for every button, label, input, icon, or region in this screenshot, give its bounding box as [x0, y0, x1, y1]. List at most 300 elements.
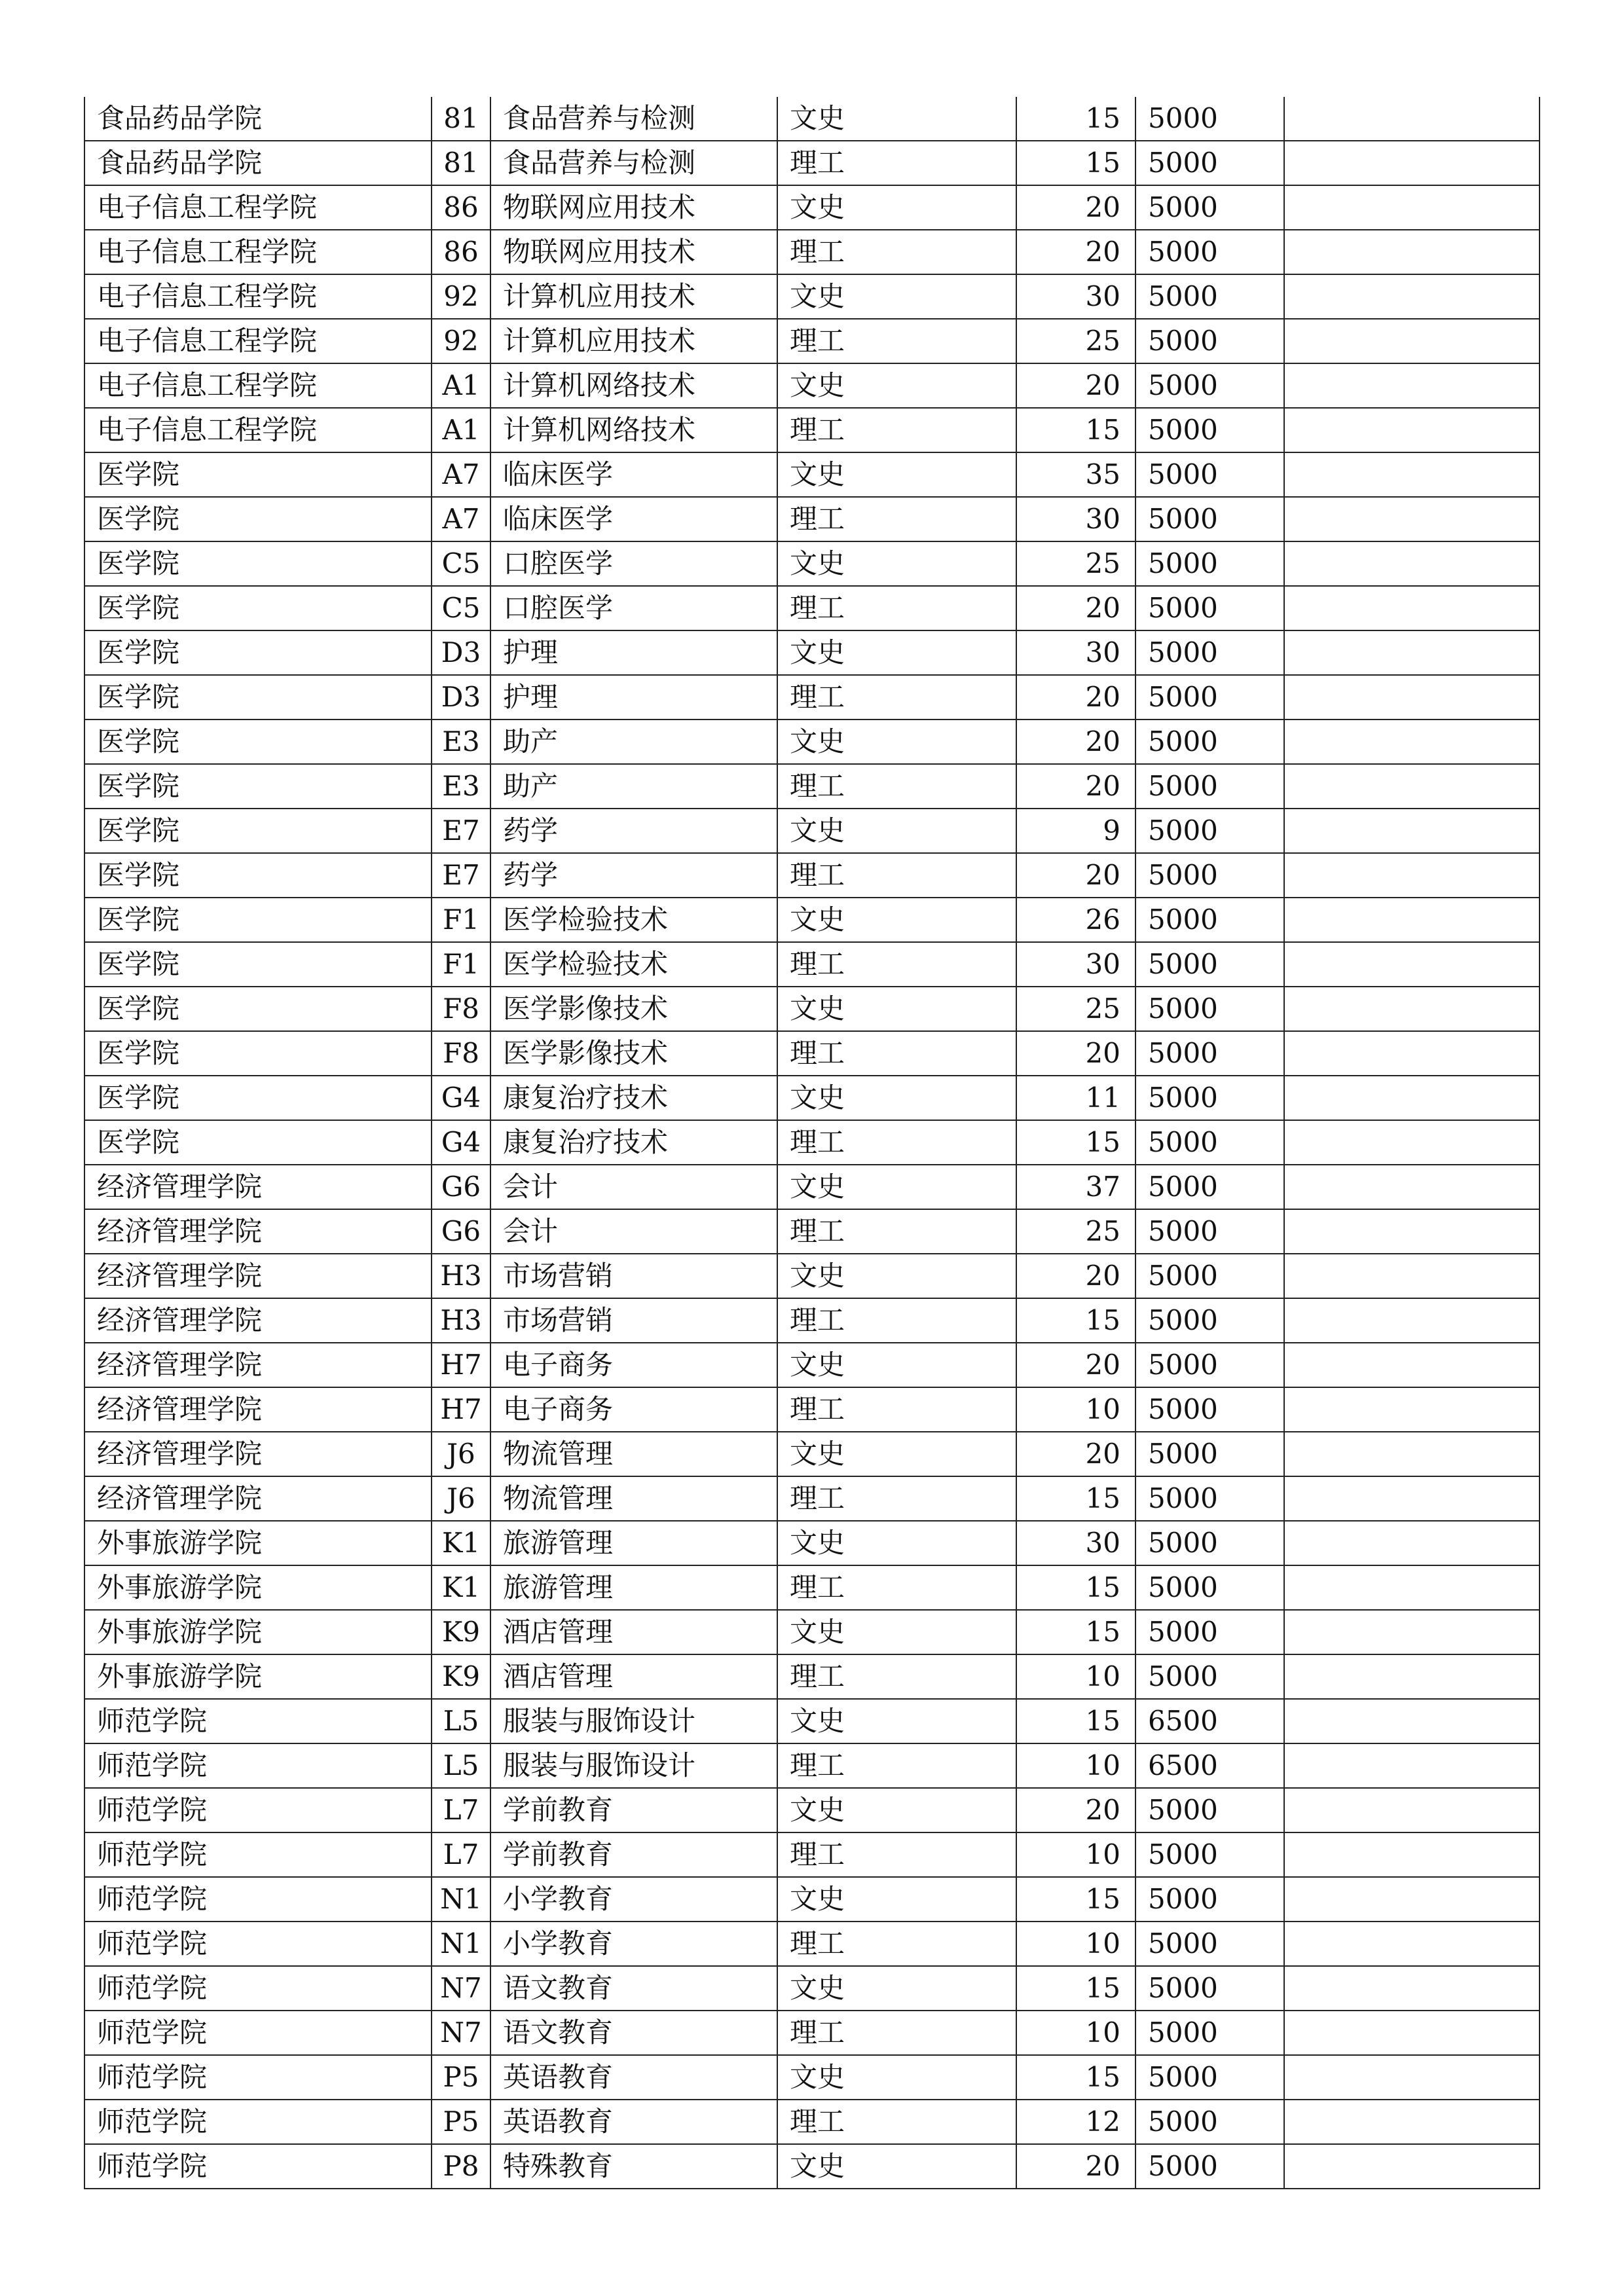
note-cell [1284, 675, 1540, 720]
note-cell [1284, 630, 1540, 675]
college-cell: 医学院 [84, 720, 432, 764]
major-code-cell: F1 [432, 942, 490, 987]
tuition-fee-cell: 5000 [1135, 987, 1284, 1031]
note-cell [1284, 2055, 1540, 2100]
major-name-cell: 医学检验技术 [490, 942, 777, 987]
table-row [84, 1699, 1540, 1743]
tuition-fee-cell: 5000 [1135, 1165, 1284, 1209]
major-code-cell: 81 [432, 141, 490, 185]
note-cell [1284, 1209, 1540, 1254]
major-name-cell: 临床医学 [490, 497, 777, 541]
enrollment-plan-table [84, 97, 1540, 2189]
note-cell [1284, 319, 1540, 363]
college-cell: 师范学院 [84, 1788, 432, 1832]
major-name-cell: 旅游管理 [490, 1521, 777, 1565]
tuition-fee-cell: 5000 [1135, 1076, 1284, 1120]
tuition-fee-cell: 5000 [1135, 1298, 1284, 1343]
college-cell: 师范学院 [84, 2055, 432, 2100]
tuition-fee-cell: 5000 [1135, 630, 1284, 675]
table-row [84, 452, 1540, 497]
major-name-cell: 酒店管理 [490, 1654, 777, 1699]
tuition-fee-cell: 5000 [1135, 408, 1284, 452]
category-cell: 理工 [777, 1387, 1016, 1432]
tuition-fee-cell: 5000 [1135, 141, 1284, 185]
tuition-fee-cell: 5000 [1135, 1387, 1284, 1432]
category-cell: 文史 [777, 2144, 1016, 2189]
college-cell: 师范学院 [84, 2144, 432, 2189]
college-cell: 师范学院 [84, 1922, 432, 1966]
plan-count-cell: 20 [1016, 1031, 1135, 1076]
tuition-fee-cell: 5000 [1135, 2100, 1284, 2144]
category-cell: 理工 [777, 942, 1016, 987]
major-name-cell: 助产 [490, 764, 777, 809]
tuition-fee-cell: 5000 [1135, 185, 1284, 230]
table-row [84, 141, 1540, 185]
major-name-cell: 食品营养与检测 [490, 97, 777, 141]
college-cell: 电子信息工程学院 [84, 185, 432, 230]
plan-count-cell: 20 [1016, 230, 1135, 274]
table-row [84, 319, 1540, 363]
major-code-cell: 81 [432, 97, 490, 141]
note-cell [1284, 1298, 1540, 1343]
college-cell: 经济管理学院 [84, 1298, 432, 1343]
plan-count-cell: 9 [1016, 809, 1135, 853]
college-cell: 医学院 [84, 586, 432, 630]
category-cell: 理工 [777, 586, 1016, 630]
plan-count-cell: 30 [1016, 1521, 1135, 1565]
plan-count-cell: 15 [1016, 1298, 1135, 1343]
major-code-cell: N1 [432, 1877, 490, 1922]
note-cell [1284, 809, 1540, 853]
college-cell: 医学院 [84, 809, 432, 853]
tuition-fee-cell: 5000 [1135, 1610, 1284, 1654]
tuition-fee-cell: 5000 [1135, 586, 1284, 630]
table-row [84, 764, 1540, 809]
table-row [84, 408, 1540, 452]
major-name-cell: 电子商务 [490, 1387, 777, 1432]
major-code-cell: E3 [432, 720, 490, 764]
college-cell: 经济管理学院 [84, 1387, 432, 1432]
plan-count-cell: 12 [1016, 2100, 1135, 2144]
category-cell: 文史 [777, 1521, 1016, 1565]
major-name-cell: 酒店管理 [490, 1610, 777, 1654]
table-row [84, 185, 1540, 230]
major-code-cell: G4 [432, 1076, 490, 1120]
tuition-fee-cell: 5000 [1135, 1521, 1284, 1565]
category-cell: 文史 [777, 1343, 1016, 1387]
tuition-fee-cell: 5000 [1135, 675, 1284, 720]
note-cell [1284, 1432, 1540, 1476]
major-name-cell: 护理 [490, 630, 777, 675]
major-name-cell: 语文教育 [490, 1966, 777, 2011]
major-name-cell: 药学 [490, 809, 777, 853]
category-cell: 文史 [777, 1076, 1016, 1120]
note-cell [1284, 1610, 1540, 1654]
major-code-cell: G6 [432, 1209, 490, 1254]
major-code-cell: C5 [432, 586, 490, 630]
note-cell [1284, 898, 1540, 942]
college-cell: 师范学院 [84, 1832, 432, 1877]
major-name-cell: 医学影像技术 [490, 1031, 777, 1076]
tuition-fee-cell: 5000 [1135, 1476, 1284, 1521]
category-cell: 理工 [777, 764, 1016, 809]
major-name-cell: 计算机应用技术 [490, 319, 777, 363]
table-row [84, 1565, 1540, 1610]
note-cell [1284, 185, 1540, 230]
plan-count-cell: 20 [1016, 675, 1135, 720]
major-name-cell: 电子商务 [490, 1343, 777, 1387]
college-cell: 医学院 [84, 942, 432, 987]
major-name-cell: 会计 [490, 1165, 777, 1209]
tuition-fee-cell: 5000 [1135, 497, 1284, 541]
category-cell: 理工 [777, 1922, 1016, 1966]
category-cell: 理工 [777, 1654, 1016, 1699]
note-cell [1284, 987, 1540, 1031]
note-cell [1284, 408, 1540, 452]
category-cell: 文史 [777, 185, 1016, 230]
major-name-cell: 临床医学 [490, 452, 777, 497]
major-name-cell: 计算机网络技术 [490, 408, 777, 452]
category-cell: 理工 [777, 853, 1016, 898]
plan-count-cell: 15 [1016, 1966, 1135, 2011]
major-name-cell: 食品营养与检测 [490, 141, 777, 185]
college-cell: 外事旅游学院 [84, 1654, 432, 1699]
table-body [84, 97, 1540, 2189]
note-cell [1284, 1476, 1540, 1521]
table-row [84, 1922, 1540, 1966]
college-cell: 医学院 [84, 764, 432, 809]
category-cell: 文史 [777, 1254, 1016, 1298]
category-cell: 文史 [777, 363, 1016, 408]
note-cell [1284, 497, 1540, 541]
major-name-cell: 市场营销 [490, 1298, 777, 1343]
note-cell [1284, 1521, 1540, 1565]
tuition-fee-cell: 5000 [1135, 898, 1284, 942]
major-name-cell: 英语教育 [490, 2100, 777, 2144]
plan-count-cell: 10 [1016, 1743, 1135, 1788]
category-cell: 文史 [777, 274, 1016, 319]
category-cell: 理工 [777, 675, 1016, 720]
note-cell [1284, 1254, 1540, 1298]
major-name-cell: 特殊教育 [490, 2144, 777, 2189]
major-code-cell: P5 [432, 2100, 490, 2144]
major-name-cell: 康复治疗技术 [490, 1076, 777, 1120]
table-row [84, 363, 1540, 408]
plan-count-cell: 15 [1016, 1120, 1135, 1165]
note-cell [1284, 230, 1540, 274]
category-cell: 理工 [777, 2011, 1016, 2055]
tuition-fee-cell: 5000 [1135, 1565, 1284, 1610]
tuition-fee-cell: 6500 [1135, 1743, 1284, 1788]
plan-count-cell: 10 [1016, 1922, 1135, 1966]
college-cell: 经济管理学院 [84, 1432, 432, 1476]
tuition-fee-cell: 5000 [1135, 942, 1284, 987]
college-cell: 医学院 [84, 497, 432, 541]
major-code-cell: H3 [432, 1298, 490, 1343]
college-cell: 外事旅游学院 [84, 1610, 432, 1654]
table-row [84, 2055, 1540, 2100]
major-code-cell: A7 [432, 497, 490, 541]
category-cell: 理工 [777, 2100, 1016, 2144]
tuition-fee-cell: 5000 [1135, 853, 1284, 898]
table-row [84, 1209, 1540, 1254]
college-cell: 医学院 [84, 1031, 432, 1076]
category-cell: 文史 [777, 1610, 1016, 1654]
category-cell: 文史 [777, 1165, 1016, 1209]
note-cell [1284, 1832, 1540, 1877]
note-cell [1284, 720, 1540, 764]
college-cell: 师范学院 [84, 2100, 432, 2144]
college-cell: 师范学院 [84, 2011, 432, 2055]
major-name-cell: 医学影像技术 [490, 987, 777, 1031]
note-cell [1284, 1922, 1540, 1966]
table-row [84, 1654, 1540, 1699]
category-cell: 文史 [777, 1699, 1016, 1743]
college-cell: 电子信息工程学院 [84, 319, 432, 363]
college-cell: 经济管理学院 [84, 1343, 432, 1387]
table-row [84, 1788, 1540, 1832]
table-row [84, 1832, 1540, 1877]
college-cell: 医学院 [84, 1076, 432, 1120]
college-cell: 电子信息工程学院 [84, 408, 432, 452]
tuition-fee-cell: 5000 [1135, 1120, 1284, 1165]
note-cell [1284, 1387, 1540, 1432]
category-cell: 理工 [777, 1031, 1016, 1076]
plan-count-cell: 20 [1016, 853, 1135, 898]
college-cell: 电子信息工程学院 [84, 274, 432, 319]
table-row [84, 97, 1540, 141]
table-row [84, 2100, 1540, 2144]
table-row [84, 1031, 1540, 1076]
plan-count-cell: 20 [1016, 1343, 1135, 1387]
category-cell: 文史 [777, 987, 1016, 1031]
major-code-cell: F1 [432, 898, 490, 942]
plan-count-cell: 10 [1016, 2011, 1135, 2055]
major-code-cell: P8 [432, 2144, 490, 2189]
note-cell [1284, 1877, 1540, 1922]
tuition-fee-cell: 5000 [1135, 1922, 1284, 1966]
tuition-fee-cell: 5000 [1135, 1877, 1284, 1922]
note-cell [1284, 1165, 1540, 1209]
major-code-cell: E7 [432, 809, 490, 853]
table-row [84, 1743, 1540, 1788]
major-code-cell: N7 [432, 1966, 490, 2011]
table-row [84, 1966, 1540, 2011]
major-name-cell: 口腔医学 [490, 586, 777, 630]
plan-count-cell: 35 [1016, 452, 1135, 497]
tuition-fee-cell: 5000 [1135, 1966, 1284, 2011]
plan-count-cell: 10 [1016, 1387, 1135, 1432]
college-cell: 经济管理学院 [84, 1476, 432, 1521]
major-code-cell: 92 [432, 274, 490, 319]
major-code-cell: J6 [432, 1476, 490, 1521]
college-cell: 食品药品学院 [84, 97, 432, 141]
college-cell: 电子信息工程学院 [84, 230, 432, 274]
tuition-fee-cell: 5000 [1135, 97, 1284, 141]
tuition-fee-cell: 5000 [1135, 1788, 1284, 1832]
major-name-cell: 计算机网络技术 [490, 363, 777, 408]
college-cell: 经济管理学院 [84, 1254, 432, 1298]
table-row [84, 1120, 1540, 1165]
plan-count-cell: 15 [1016, 1610, 1135, 1654]
tuition-fee-cell: 5000 [1135, 1209, 1284, 1254]
table-row [84, 274, 1540, 319]
plan-count-cell: 30 [1016, 274, 1135, 319]
major-name-cell: 语文教育 [490, 2011, 777, 2055]
major-code-cell: C5 [432, 541, 490, 586]
note-cell [1284, 541, 1540, 586]
table-row [84, 720, 1540, 764]
plan-count-cell: 25 [1016, 1209, 1135, 1254]
tuition-fee-cell: 5000 [1135, 809, 1284, 853]
major-name-cell: 学前教育 [490, 1832, 777, 1877]
major-name-cell: 物联网应用技术 [490, 185, 777, 230]
tuition-fee-cell: 5000 [1135, 541, 1284, 586]
table-row [84, 1476, 1540, 1521]
major-code-cell: 92 [432, 319, 490, 363]
major-code-cell: N7 [432, 2011, 490, 2055]
category-cell: 文史 [777, 2055, 1016, 2100]
plan-count-cell: 25 [1016, 541, 1135, 586]
college-cell: 医学院 [84, 898, 432, 942]
table-row [84, 1343, 1540, 1387]
plan-count-cell: 20 [1016, 764, 1135, 809]
table-row [84, 675, 1540, 720]
category-cell: 文史 [777, 1877, 1016, 1922]
table-row [84, 898, 1540, 942]
plan-count-cell: 30 [1016, 630, 1135, 675]
college-cell: 经济管理学院 [84, 1209, 432, 1254]
tuition-fee-cell: 5000 [1135, 274, 1284, 319]
table-row [84, 230, 1540, 274]
college-cell: 师范学院 [84, 1877, 432, 1922]
major-code-cell: A1 [432, 408, 490, 452]
major-code-cell: F8 [432, 987, 490, 1031]
college-cell: 医学院 [84, 452, 432, 497]
category-cell: 理工 [777, 141, 1016, 185]
major-code-cell: A7 [432, 452, 490, 497]
major-code-cell: K9 [432, 1654, 490, 1699]
table-row [84, 1521, 1540, 1565]
plan-count-cell: 20 [1016, 1254, 1135, 1298]
note-cell [1284, 1743, 1540, 1788]
plan-count-cell: 10 [1016, 1654, 1135, 1699]
tuition-fee-cell: 5000 [1135, 1254, 1284, 1298]
major-code-cell: 86 [432, 185, 490, 230]
category-cell: 文史 [777, 898, 1016, 942]
major-code-cell: E3 [432, 764, 490, 809]
plan-count-cell: 15 [1016, 97, 1135, 141]
major-code-cell: 86 [432, 230, 490, 274]
table-row [84, 1254, 1540, 1298]
plan-count-cell: 30 [1016, 942, 1135, 987]
tuition-fee-cell: 5000 [1135, 363, 1284, 408]
category-cell: 理工 [777, 319, 1016, 363]
major-name-cell: 计算机应用技术 [490, 274, 777, 319]
note-cell [1284, 1654, 1540, 1699]
tuition-fee-cell: 6500 [1135, 1699, 1284, 1743]
plan-count-cell: 15 [1016, 1877, 1135, 1922]
table-row [84, 2011, 1540, 2055]
plan-count-cell: 15 [1016, 1565, 1135, 1610]
category-cell: 理工 [777, 1476, 1016, 1521]
major-code-cell: L5 [432, 1743, 490, 1788]
tuition-fee-cell: 5000 [1135, 319, 1284, 363]
table-row [84, 1298, 1540, 1343]
category-cell: 理工 [777, 408, 1016, 452]
major-code-cell: D3 [432, 675, 490, 720]
plan-count-cell: 15 [1016, 141, 1135, 185]
major-code-cell: G4 [432, 1120, 490, 1165]
plan-count-cell: 26 [1016, 898, 1135, 942]
major-name-cell: 旅游管理 [490, 1565, 777, 1610]
note-cell [1284, 586, 1540, 630]
category-cell: 理工 [777, 1832, 1016, 1877]
major-code-cell: L5 [432, 1699, 490, 1743]
table-row [84, 987, 1540, 1031]
table-row [84, 586, 1540, 630]
major-code-cell: P5 [432, 2055, 490, 2100]
table-row [84, 1432, 1540, 1476]
college-cell: 医学院 [84, 675, 432, 720]
table-row [84, 853, 1540, 898]
note-cell [1284, 853, 1540, 898]
college-cell: 师范学院 [84, 1699, 432, 1743]
major-name-cell: 市场营销 [490, 1254, 777, 1298]
major-name-cell: 药学 [490, 853, 777, 898]
table-row [84, 809, 1540, 853]
major-name-cell: 服装与服饰设计 [490, 1743, 777, 1788]
category-cell: 文史 [777, 630, 1016, 675]
major-code-cell: A1 [432, 363, 490, 408]
major-code-cell: K9 [432, 1610, 490, 1654]
college-cell: 医学院 [84, 630, 432, 675]
category-cell: 理工 [777, 1743, 1016, 1788]
major-code-cell: L7 [432, 1832, 490, 1877]
plan-count-cell: 15 [1016, 408, 1135, 452]
tuition-fee-cell: 5000 [1135, 764, 1284, 809]
plan-count-cell: 25 [1016, 987, 1135, 1031]
note-cell [1284, 1966, 1540, 2011]
note-cell [1284, 97, 1540, 141]
table-row [84, 1076, 1540, 1120]
college-cell: 外事旅游学院 [84, 1565, 432, 1610]
college-cell: 外事旅游学院 [84, 1521, 432, 1565]
note-cell [1284, 1343, 1540, 1387]
major-code-cell: H3 [432, 1254, 490, 1298]
plan-count-cell: 15 [1016, 1699, 1135, 1743]
major-code-cell: K1 [432, 1565, 490, 1610]
category-cell: 文史 [777, 452, 1016, 497]
college-cell: 电子信息工程学院 [84, 363, 432, 408]
major-name-cell: 英语教育 [490, 2055, 777, 2100]
tuition-fee-cell: 5000 [1135, 2144, 1284, 2189]
plan-count-cell: 20 [1016, 1432, 1135, 1476]
note-cell [1284, 1565, 1540, 1610]
category-cell: 理工 [777, 1565, 1016, 1610]
major-name-cell: 口腔医学 [490, 541, 777, 586]
table-row [84, 2144, 1540, 2189]
note-cell [1284, 2144, 1540, 2189]
major-name-cell: 护理 [490, 675, 777, 720]
major-name-cell: 小学教育 [490, 1922, 777, 1966]
category-cell: 文史 [777, 1432, 1016, 1476]
note-cell [1284, 1120, 1540, 1165]
note-cell [1284, 2011, 1540, 2055]
major-name-cell: 会计 [490, 1209, 777, 1254]
college-cell: 经济管理学院 [84, 1165, 432, 1209]
plan-count-cell: 37 [1016, 1165, 1135, 1209]
